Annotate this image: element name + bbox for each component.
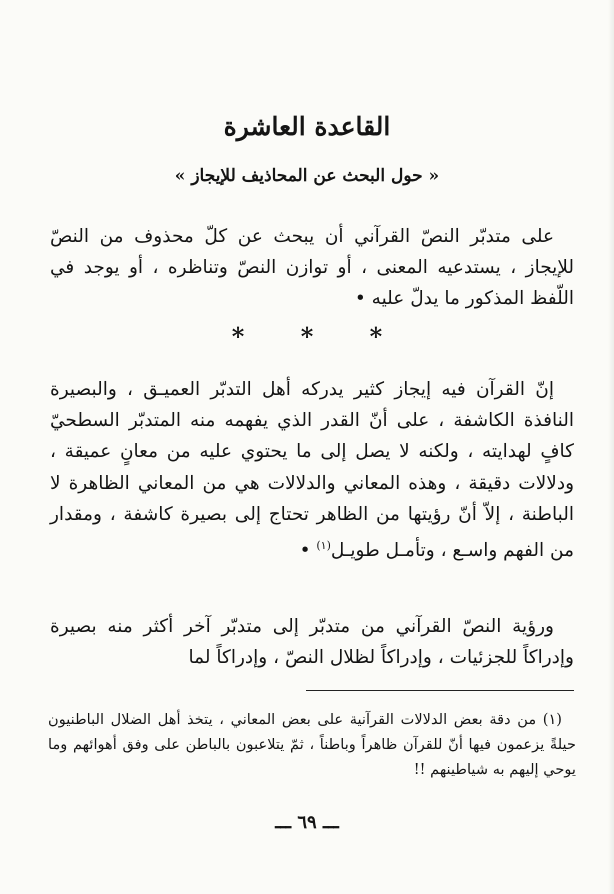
- section-separator: [0, 322, 614, 351]
- footnote: [48, 707, 576, 782]
- footnote-divider: [306, 690, 574, 691]
- paragraph-1: [50, 221, 574, 315]
- paragraph-1-text: على متدبّر النصّ القرآني أن يبحث عن كلّ محذوف من النصّ للإيجاز ، يستدعيه المعنى ، أو توازن النصّ وتناظره ، أو يوجد في اللّفظ المذكور ما يدلّ عليه •: [50, 226, 574, 310]
- page-edge-shadow: [608, 0, 614, 894]
- separator-star-2: *: [300, 322, 314, 351]
- separator-star-3: *: [231, 322, 245, 351]
- paragraph-2-text: إنّ القرآن فيه إيجاز كثير يدركه أهل التدبّر العميـق ، والبصيرة النافذة الكاشفة ، على أنّ القدر الذي يفهمه منه المتدبّر السطحيّ كافٍ لهدايته ، ولكنه لا يصل إلى ما يحتوي عليه من معانٍ عميقة ، ودلالات دقيقة ، وهذه المعاني والدلالات هي من المعاني الظاهرة لا الباطنة ، إلاّ أنّ رؤيتها من الظاهر تحتاج إلى بصيرة كاشفة ، ومقدار من الفهم واسـع ، وتأمـل طويـل: [50, 379, 574, 562]
- page-number: ـــ ٦٩ ـــ: [275, 812, 339, 833]
- chapter-title: القاعدة العاشرة: [223, 112, 391, 141]
- paragraph-2: إنّ القرآن فيه إيجاز كثير يدركه أهل التدبّر العميـق ، والبصيرة النافذة الكاشفة ، على أنّ القدر الذي يفهمه منه المتدبّر السطحيّ كافٍ لهدايته ، ولكنه لا يصل إلى ما يحتوي عليه من معانٍ عميقة ، ودلالات دقيقة ، وهذه المعاني والدلالات هي من المعاني الظاهرة لا الباطنة ، إلاّ أنّ رؤيتها من الظاهر تحتاج إلى بصيرة كاشفة ، ومقدار من الفهم واسـع ، وتأمـل طويـل$^{(١)}$ •: [50, 379, 574, 562]
- footnote-text: (١) من دقة بعض الدلالات القرآنية على بعض المعاني ، يتخذ أهل الضلال الباطنيون حيلةً يزعمون فيها أنّ للقرآن ظاهراً وباطناً ، ثمّ يتلاعبون بالباطن على وفق أهوائهم وما يوحي إليهم به شياطينهم !!: [48, 711, 576, 778]
- chapter-subtitle: « حول البحث عن المحاذيف للإيجاز »: [174, 166, 440, 186]
- paragraph-3-text: ورؤية النصّ القرآني من متدبّر إلى متدبّر آخر أكثر منه بصيرة وإدراكاً للجزئيات ، وإدراكاً لظلال النصّ ، وإدراكاً لما: [50, 616, 574, 669]
- footnote-reference[interactable]: (١): [316, 539, 331, 553]
- paragraph-3: [50, 611, 574, 673]
- separator-star-1: *: [369, 322, 383, 351]
